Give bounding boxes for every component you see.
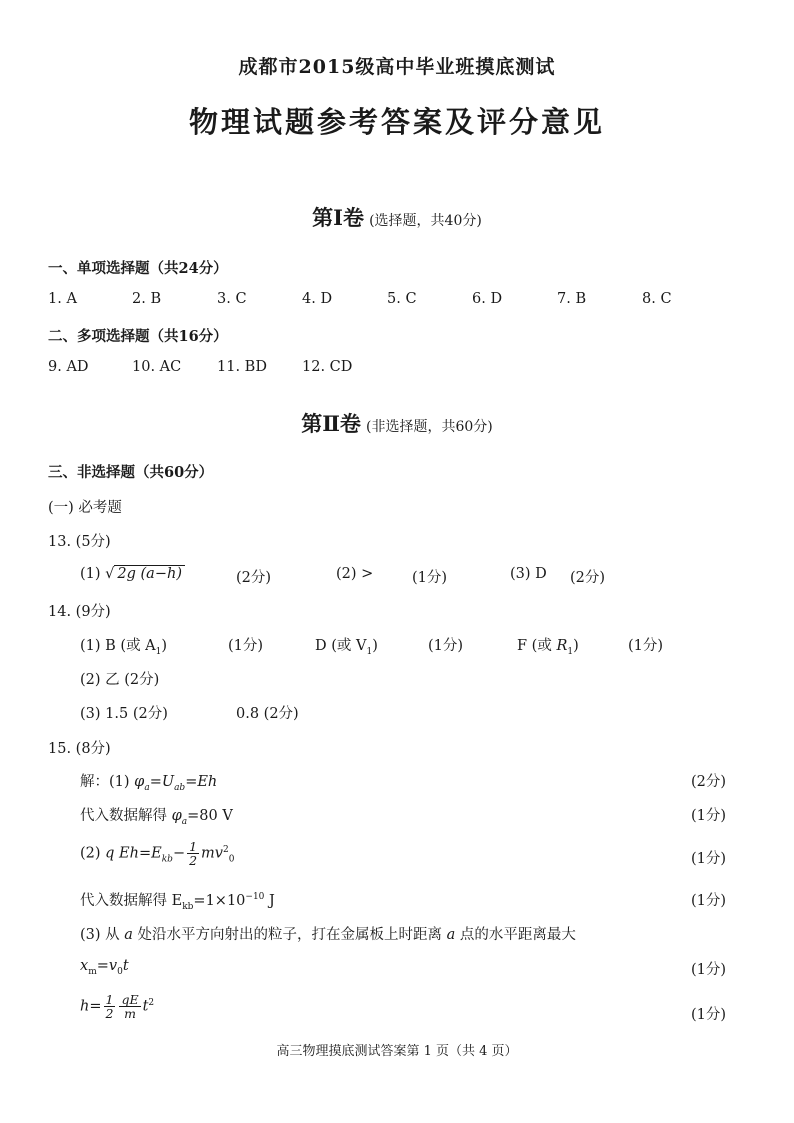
q15-line2 <box>80 804 233 827</box>
section-2-heading: 二、多项选择题（共16分） <box>48 328 228 345</box>
q15-line4-end: J <box>264 893 275 909</box>
q15-line4 <box>80 889 275 912</box>
q15-line1-end: =Eh <box>185 774 218 790</box>
paren: ) <box>161 638 168 654</box>
sqrt-radicand: 2g (a−h) <box>114 565 185 582</box>
q15-line3-score: (1分) <box>690 851 726 867</box>
q15-line4-pre: 代入数据解得 E <box>80 893 183 909</box>
minus: − <box>172 845 186 862</box>
q14-part1-a-score: (1分) <box>228 638 264 654</box>
q15-line5-b: 处沿水平方向射出的粒子，打在金属板上时距离 <box>132 927 447 943</box>
subscript: a <box>181 816 188 827</box>
volume-1-heading <box>0 202 794 232</box>
q15-line5-a: (3) 从 <box>80 927 125 943</box>
q15-line5-c: 点的水平距离最大 <box>455 927 576 943</box>
superscript: 2 <box>223 844 229 855</box>
q14-part1-b-text: D (或 V <box>315 638 367 654</box>
q15-line7-a: h= <box>80 998 102 1015</box>
numerator: qE <box>121 992 139 1007</box>
q15-line1-score: (2分) <box>690 774 726 790</box>
answer-2: 2. B <box>132 291 162 307</box>
volume-2-note: (非选择题，共60分) <box>366 419 493 435</box>
subscript: a <box>144 782 150 793</box>
q14-part1-a <box>80 634 167 657</box>
q14-part3-b: 0.8 (2分) <box>236 706 299 722</box>
q15-line1 <box>80 770 217 793</box>
paren: ) <box>573 638 579 654</box>
answer-key-title: 物理试题参考答案及评分意见 <box>188 105 605 139</box>
q13-part3-score: (2分) <box>570 570 606 586</box>
q15-line3-d: mv <box>201 845 223 862</box>
t-var: t <box>142 998 149 1015</box>
page-footer: 高三物理摸底测试答案第 1 页（共 4 页） <box>276 1044 518 1059</box>
q15-line3-pre: (2) <box>80 845 106 862</box>
q15-label: 15. (8分) <box>48 741 111 757</box>
q15-line3 <box>80 840 234 867</box>
answer-1: 1. A <box>48 291 77 307</box>
answer-12: 12. CD <box>302 359 353 375</box>
q14-part1-c <box>517 634 579 657</box>
fraction-half <box>104 993 116 1020</box>
subscript: 1 <box>155 646 162 657</box>
subscript: kb <box>182 901 194 912</box>
fraction-qe-over-m <box>119 993 140 1020</box>
subscript: 1 <box>567 646 574 657</box>
q15-line6-score: (1分) <box>690 962 726 978</box>
answer-10: 10. AC <box>132 359 182 375</box>
exam-title: 成都市2015级高中毕业班摸底测试 <box>238 56 556 78</box>
q15-line4-score: (1分) <box>690 893 726 909</box>
answer-8: 8. C <box>642 291 672 307</box>
section-3-heading: 三、非选择题（共60分） <box>48 464 214 481</box>
denominator: m <box>124 1006 136 1022</box>
section-1-heading: 一、单项选择题（共24分） <box>48 260 228 277</box>
q14-part1-c-text: F (或 <box>517 638 557 654</box>
phi: φ <box>134 774 145 790</box>
answer-11: 11. BD <box>217 359 267 375</box>
superscript: 2 <box>148 997 155 1008</box>
q15-line5 <box>80 923 576 944</box>
phi: φ <box>171 808 182 824</box>
q15-line7-score: (1分) <box>690 1007 726 1023</box>
subscript: m <box>88 966 97 977</box>
subscript: 1 <box>366 646 373 657</box>
q15-line3-a: q Eh <box>105 845 139 862</box>
paren: ) <box>372 638 378 654</box>
subscript: 0 <box>117 966 123 977</box>
sqrt-expression: √ 2g (a−h) <box>105 566 185 582</box>
denominator: 2 <box>105 1006 114 1022</box>
answer-6: 6. D <box>472 291 503 307</box>
numerator: 1 <box>105 992 114 1007</box>
italic-r: R <box>556 638 568 654</box>
italic-a: a <box>446 927 456 943</box>
q14-part1-b-score: (1分) <box>428 638 464 654</box>
subscript: ab <box>174 782 186 793</box>
q15-line6 <box>80 958 129 977</box>
q15-line7 <box>80 993 154 1020</box>
required-questions-label: (一) 必考题 <box>48 500 122 516</box>
q15-line2-end: =80 V <box>187 808 233 824</box>
answer-3: 3. C <box>217 291 247 307</box>
t-var: t <box>122 958 129 974</box>
answer-4: 4. D <box>302 291 333 307</box>
q15-line1-mid: =U <box>149 774 175 790</box>
answer-5: 5. C <box>387 291 417 307</box>
q13-part1-score: (2分) <box>236 570 272 586</box>
subscript: kb <box>161 854 173 865</box>
q15-line2-score: (1分) <box>690 808 726 824</box>
x-var: x <box>80 958 89 974</box>
fraction-half <box>187 840 199 867</box>
q13-part1 <box>80 566 185 582</box>
superscript: −10 <box>245 892 265 903</box>
q14-part1-c-score: (1分) <box>628 638 664 654</box>
numerator: 1 <box>189 839 198 854</box>
q13-label: 13. (5分) <box>48 534 111 550</box>
q15-line3-b: =E <box>138 845 162 862</box>
q15-line4-mid: =1×10 <box>193 893 246 909</box>
q13-part2-score: (1分) <box>412 570 448 586</box>
answer-9: 9. AD <box>48 359 89 375</box>
italic-a: a <box>124 927 133 943</box>
q14-part1-a-text: (1) B (或 A <box>80 638 156 654</box>
q14-part1-b <box>315 634 378 657</box>
q13-part3: (3) D <box>510 566 547 582</box>
q14-part2: (2) 乙 (2分) <box>80 672 160 688</box>
q15-line1-pre: 解：(1) <box>80 774 135 790</box>
q14-label: 14. (9分) <box>48 604 111 620</box>
answer-7: 7. B <box>557 291 587 307</box>
subscript: 0 <box>228 854 235 865</box>
volume-2-heading <box>0 408 794 438</box>
q15-line2-pre: 代入数据解得 <box>80 808 172 824</box>
volume-2-name: 第Ⅱ卷 <box>301 411 361 436</box>
q13-part1-num: (1) <box>80 566 101 582</box>
volume-1-name: 第Ⅰ卷 <box>312 205 364 230</box>
q14-part3-a: (3) 1.5 (2分) <box>80 706 168 722</box>
q13-part2: (2) > <box>336 566 374 582</box>
volume-1-note: (选择题，共40分) <box>369 213 482 229</box>
denominator: 2 <box>189 853 198 869</box>
q15-line6-b: =v <box>96 958 118 974</box>
